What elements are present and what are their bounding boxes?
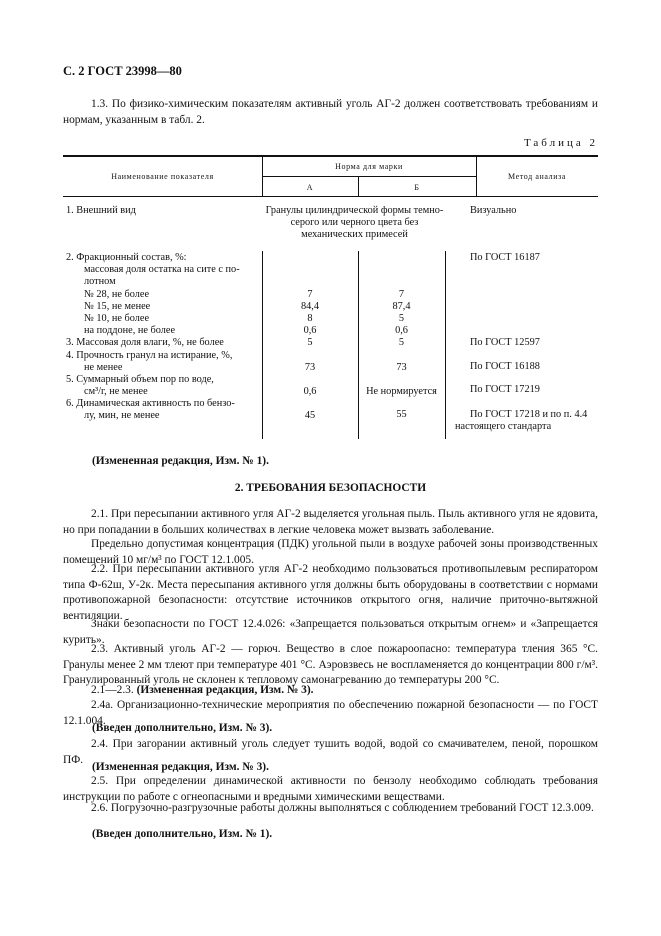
note-bold: (Измененная редакция, Изм. № 3). — [136, 684, 314, 696]
amendment-note-intro-1: (Введен дополнительно, Изм. № 1). — [92, 828, 273, 840]
row2-name-line5: № 15, не менее — [84, 301, 151, 312]
paragraph-2-2: 2.2. При пересыпании активного угля АГ-2 необходимо пользоваться противопылевым респиратором типа Ф-62ш, У-2к. Места пересыпания активного угля должны быть оборудованы в соответствии с нормами противопожарной безопасности: отсутствие источников открытого огня, наличие приточно-вытяжной вентиляции. — [63, 563, 598, 622]
row5-name-line2: см³/г, не менее — [84, 386, 148, 397]
table-body-vline-3 — [445, 251, 446, 439]
row2-name-line4: № 28, не более — [84, 289, 150, 300]
paragraph-2-1-pdk: Предельно допустимая концентрация (ПДК) угольной пыли в воздухе рабочей зоны производственных помещений 10 мг/м³ по ГОСТ 12.1.005. — [63, 538, 598, 566]
row1-method: Визуально — [470, 205, 517, 216]
amendment-note-edit-3: (Измененная редакция, Изм. № 3). — [92, 761, 269, 773]
column-header-method: Метод анализа — [507, 172, 567, 181]
paragraph-2-4: 2.4. При загорании активный уголь следует тушить водой, водой со смачивателем, пеной, порошком ПФ. — [63, 738, 598, 766]
row5-a-value: 0,6 — [303, 386, 317, 397]
row2-a-value: 8 — [307, 313, 313, 324]
row5-method: По ГОСТ 17219 — [470, 384, 540, 395]
row3-name: 3. Массовая доля влаги, %, не более — [66, 337, 224, 348]
row5-b-value: Не нормируется — [366, 386, 437, 397]
row6-a-value: 45 — [304, 410, 316, 421]
row2-name-line6: № 10, не более — [84, 313, 150, 324]
page-header: С. 2 ГОСТ 23998—80 — [63, 64, 182, 78]
amendment-note-intro-3: (Введен дополнительно, Изм. № 3). — [92, 722, 273, 734]
row2-b-value: 0,6 — [395, 325, 408, 336]
row2-a-value: 84,4 — [300, 301, 320, 312]
row2-name-line3: лотном — [84, 276, 116, 287]
row5-name-line1: 5. Суммарный объем пор по воде, — [66, 374, 214, 385]
row2-name-line1: 2. Фракционный состав, %: — [66, 252, 187, 263]
row1-norm: Гранулы цилиндрической формы темно-серого или черного цвета без механических примесей — [265, 205, 444, 240]
row4-b-value: 73 — [396, 362, 407, 373]
row2-name-line7: на поддоне, не более — [84, 325, 176, 336]
section-title: 2. ТРЕБОВАНИЯ БЕЗОПАСНОСТИ — [234, 482, 427, 494]
row2-b-value: 7 — [398, 289, 405, 300]
row2-b-value: 87,4 — [392, 301, 411, 312]
row6-method-line2: настоящего стандарта — [455, 421, 552, 432]
row4-name-line1: 4. Прочность гранул на истирание, %, — [66, 350, 233, 361]
paragraph-2-1-2-3-note — [63, 683, 598, 699]
row4-method: По ГОСТ 16188 — [470, 361, 540, 372]
paragraph-2-5: 2.5. При определении динамической активности по бензолу необходимо соблюдать требования инструкции по работе с огнеопасными и вредными химическими веществами. — [63, 775, 598, 803]
amendment-note-1: (Измененная редакция, Изм. № 1). — [92, 455, 269, 467]
table-caption: Таблица 2 — [523, 137, 598, 149]
row4-a-value: 73 — [304, 362, 316, 373]
paragraph-2-4a: 2.4а. Организационно-технические мероприятия по обеспечению пожарной безопасности — по ГОСТ 12.1.004. — [63, 699, 598, 727]
intro-paragraph: 1.3. По физико-химическим показателям активный уголь АГ-2 должен соответствовать требованиям и нормам, указанным в табл. 2. — [63, 98, 598, 126]
row6-name-line2: лу, мин, не менее — [84, 410, 160, 421]
row1-name: 1. Внешний вид — [66, 205, 136, 216]
paragraph-2-3: 2.3. Активный уголь АГ-2 — горюч. Вещество в слое пожароопасно: температура тления 365 °С. Гранулы менее 2 мм тлеют при температуре 401 °С. Аэровзвесь не воспламеняется до концентрации 800 г/м³. Гранулированный уголь не склонен к тепловому самонагреванию до температуры 200 °С. — [63, 643, 598, 686]
row6-name-line1: 6. Динамическая активность по бензо- — [66, 398, 235, 409]
table-norm-divider — [262, 176, 476, 177]
row3-method: По ГОСТ 12597 — [470, 337, 540, 348]
column-header-name: Наименование показателя — [111, 172, 214, 181]
note-prefix: 2.1—2.3. — [91, 684, 134, 696]
row3-a-value: 5 — [307, 337, 313, 348]
table-header-rule — [63, 196, 598, 197]
row2-a-value: 7 — [307, 289, 313, 300]
row2-a-value: 0,6 — [303, 325, 317, 336]
column-header-a: А — [306, 183, 314, 192]
paragraph-2-6: 2.6. Погрузочно-разгрузочные работы должны выполняться с соблюдением требований ГОСТ 12.3.009. — [91, 802, 594, 814]
row2-b-value: 5 — [398, 313, 405, 324]
row6-b-value: 55 — [396, 409, 407, 420]
row2-method: По ГОСТ 16187 — [470, 252, 540, 263]
column-header-norm: Норма для марки — [335, 162, 403, 171]
row2-name-line2: массовая доля остатка на сите с по- — [84, 264, 240, 275]
row4-name-line2: не менее — [84, 362, 123, 373]
row3-b-value: 5 — [398, 337, 405, 348]
table-top-rule — [63, 155, 598, 157]
paragraph-2-2-signs: Знаки безопасности по ГОСТ 12.4.026: «Запрещается пользоваться открытым огнем» и «Запрещается курить». — [63, 618, 598, 646]
row6-method-line1: По ГОСТ 17218 и по п. 4.4 — [470, 409, 588, 420]
paragraph-2-1: 2.1. При пересыпании активного угля АГ-2 выделяется угольная пыль. Пыль активного угля не ядовита, но при попадании в больших количествах в легкие человека может вызвать заболевание. — [63, 508, 598, 536]
column-header-b: Б — [414, 183, 420, 192]
